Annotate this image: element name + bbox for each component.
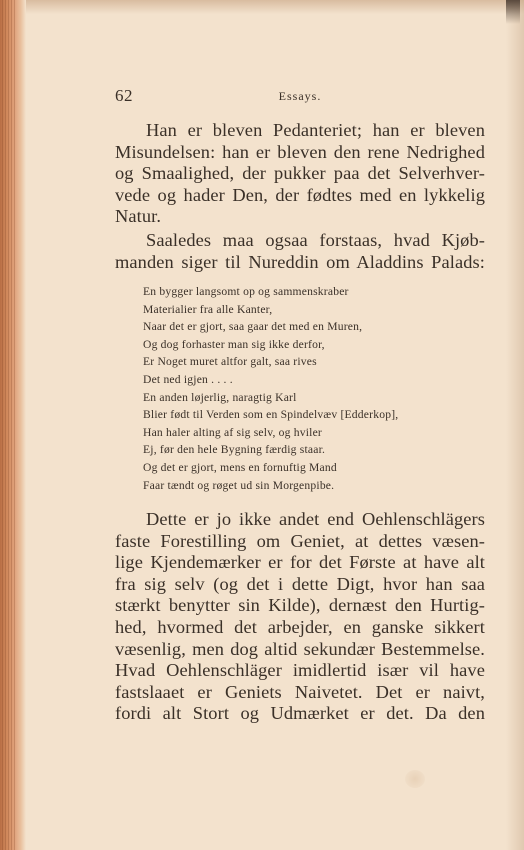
poem-line: En bygger langsomt op og sammenskraber	[143, 285, 349, 298]
paragraph-1	[115, 120, 485, 228]
running-title: Essays.	[278, 89, 322, 103]
top-shadow	[0, 0, 524, 14]
poem-line: Faar tændt og røget ud sin Morgenpibe.	[143, 478, 335, 492]
page-header	[115, 86, 485, 108]
poem-line: Materialier fra alle Kanter,	[143, 302, 273, 316]
paragraph-3-line: fordi alt Stort og Udmærket er det. Da den	[115, 703, 485, 724]
paragraph-3-line: faste Forestilling om Geniet, at dettes væsen-	[115, 530, 485, 551]
poem-line: Naar det er gjort, saa gaar det med en Muren,	[143, 320, 363, 334]
paragraph-3-line: Hvad Oehlenschläger imidlertid især vil have	[115, 660, 485, 681]
paragraph-1-line: og Smaalighed, der pukker paa det Selverhver-	[115, 163, 485, 184]
poem-line: Og dog forhaster man sig ikke derfor,	[143, 337, 325, 351]
corner-shadow	[506, 0, 520, 24]
paragraph-3-line: fra sig selv (og det i dette Digt, hvor han saa	[115, 573, 485, 594]
paragraph-3-line: væsenlig, men dog altid sekundær Bestemmelse.	[115, 638, 485, 659]
gutter-shadow	[506, 0, 524, 850]
paragraph-3-line: hed, hvormed det arbejder, en ganske sikkert	[115, 616, 485, 637]
paragraph-3-line: lige Kjendemærker er for det Første at have alt	[115, 552, 485, 573]
paragraph-3-line: fastslaaet er Geniets Naivetet. Det er naivt,	[115, 681, 485, 702]
poem-line: Blier født til Verden som en Spindelvæv [Edderkop],	[143, 408, 399, 422]
paragraph-3-line: stærkt benytter sin Kilde), dernæst den Hurtig-	[115, 595, 485, 616]
poem-line: Ej, før den hele Bygning færdig staar.	[143, 443, 326, 457]
paragraph-3-line: Dette er jo ikke andet end Oehlenschlägers	[146, 509, 485, 529]
page-edge-lines	[2, 0, 16, 850]
paragraph-2	[115, 230, 485, 273]
page-edge	[0, 0, 26, 850]
page-number: 62	[115, 86, 133, 105]
paragraph-1-line: Misundelsen: han er bleven den rene Nedrighed	[115, 141, 485, 162]
paragraph-1-line: Han er bleven Pedanteriet; han er bleven	[146, 120, 485, 140]
poem-line: En anden løjerlig, naragtig Karl	[143, 390, 297, 404]
poem-line: Er Noget muret altfor galt, saa rives	[143, 355, 317, 369]
poem-line: Han haler alting af sig selv, og hviler	[143, 425, 322, 439]
poem-line: Det ned igjen . . . .	[143, 372, 233, 386]
paragraph-1-line: vede og hader Den, der fødtes med en lykkelig	[115, 184, 485, 205]
poem-line: Og det er gjort, mens en fornuftig Mand	[143, 460, 337, 474]
paragraph-1-line: Natur.	[115, 206, 162, 227]
paragraph-2-line: Saaledes maa ogsaa forstaas, hvad Kjøb-	[146, 230, 485, 250]
paper-stain	[405, 770, 425, 788]
poem-quote	[143, 283, 483, 494]
paragraph-2-line: manden siger til Nureddin om Aladdins Palads:	[115, 251, 485, 272]
paragraph-3	[115, 509, 485, 725]
